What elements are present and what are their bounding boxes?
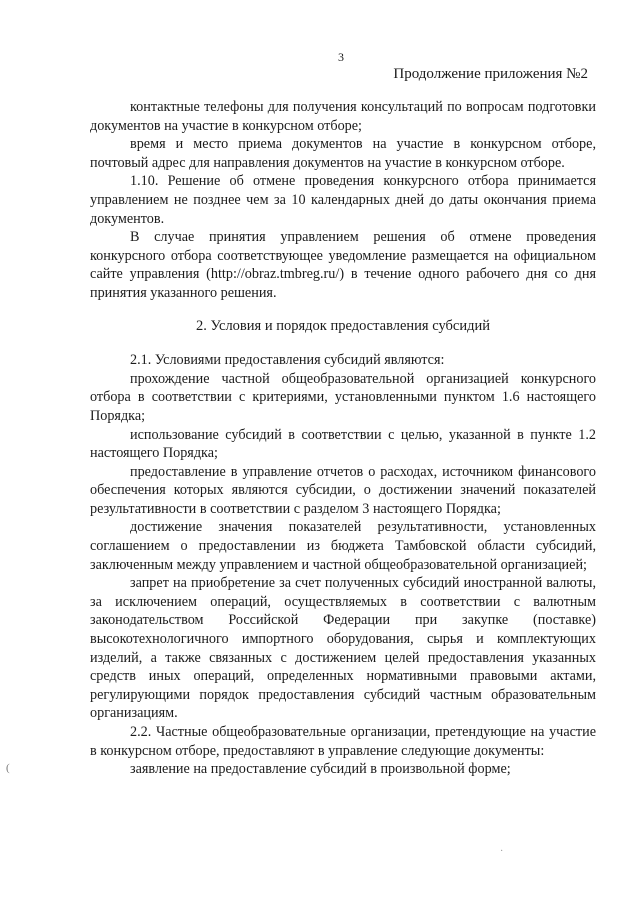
scan-dot-mark: · — [500, 846, 504, 857]
paragraph-usage-purpose: использование субсидий в соответствии с целью, указанной в пункте 1.2 настоящего Порядка; — [90, 426, 596, 462]
page-number: 3 — [338, 50, 344, 64]
paragraph-2-1: 2.1. Условиями предоставления субсидий являются: — [130, 352, 445, 369]
document-body — [90, 98, 596, 779]
section-title: 2. Условия и порядок предоставления субсидий — [195, 317, 490, 334]
paragraph-selection-passing: прохождение частной общеобразовательной организацией конкурсного отбора в соответствии с критериями, установленными пунктом 1.6 настоящего Порядка; — [90, 370, 596, 424]
paragraph-time-place: время и место приема документов на участие в конкурсном отборе, почтовый адрес для направления документов на участие в конкурсном отборе. — [90, 136, 596, 171]
appendix-continuation-label: Продолжение приложения №2 — [393, 66, 588, 82]
paragraph-reporting: предоставление в управление отчетов о расходах, источником финансового обеспечения которых являются субсидии, о достижении значений показателей результативности в соответствии с разделом 3 настоящего Порядка; — [90, 463, 596, 517]
paragraph-application: заявление на предоставление субсидий в произвольной форме; — [130, 761, 511, 778]
paragraph-currency-ban: запрет на приобретение за счет полученных субсидий иностранной валюты, за исключением операций, осуществляемых в соответствии с валютным законодательством Российской Федерации при закупке (поставке) высокотехнологичного импортного оборудования, сырья и комплектующих изделий, а также связанных с достижением целей предоставления указанных средств иных операций, определенных нормативными правовыми актами, регулирующими порядок предоставления субсидий частным образовательным организациям. — [90, 575, 596, 722]
paragraph-1-10: 1.10. Решение об отмене проведения конкурсного отбора принимается управлением не позднее чем за 10 календарных дней до даты окончания приема документов. — [90, 173, 596, 227]
paragraph-indicators: достижение значения показателей результативности, установленных соглашением о предоставлении из бюджета Тамбовской области субсидий, заключенным между управлением и частной общеобразовательной организацией; — [90, 519, 596, 573]
scan-margin-mark: ( — [6, 762, 10, 774]
paragraph-2-2: 2.2. Частные общеобразовательные организации, претендующие на участие в конкурсном отборе, предоставляют в управление следующие документы: — [90, 724, 596, 759]
paragraph-cancellation-notice: В случае принятия управлением решения об отмене проведения конкурсного отбора соответствующее уведомление размещается на официальном сайте управления (http://obraz.tmbreg.ru/) в течение одного рабочего дня со дня принятия указанного решения. — [90, 229, 596, 301]
paragraph-contacts: контактные телефоны для получения консультаций по вопросам подготовки документов на участие в конкурсном отборе; — [90, 99, 596, 134]
